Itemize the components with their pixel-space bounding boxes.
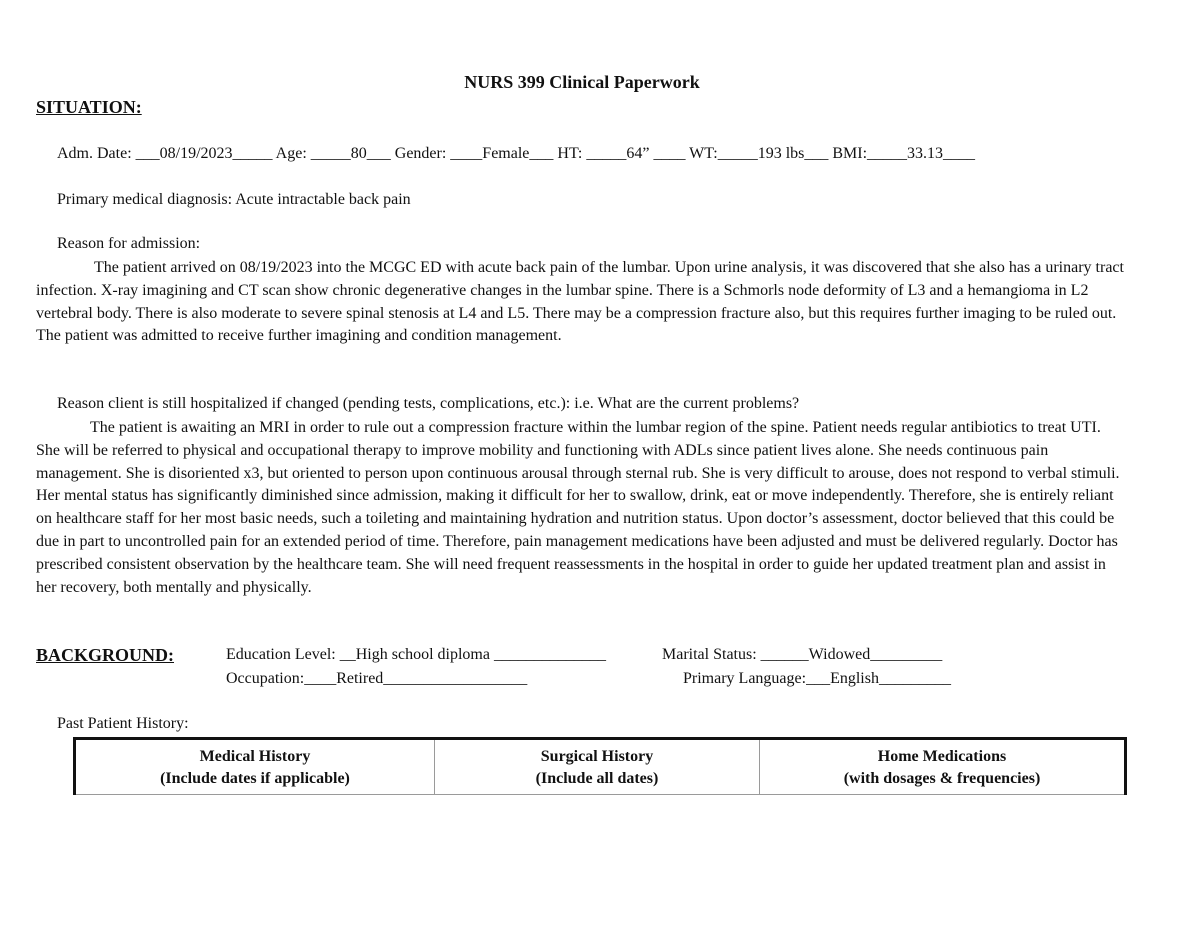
column-title: Home Medications <box>877 748 1007 765</box>
primary-diagnosis: Primary medical diagnosis: Acute intractable back pain <box>57 191 411 208</box>
past-history-label: Past Patient History: <box>57 715 189 732</box>
admission-reason-body: The patient arrived on 08/19/2023 into the MCGC ED with acute back pain of the lumbar. Upon urine analysis, it was discovered that she also has a urinary tract infection. X-ray imagining and CT scan show chronic degenerative changes in the lumbar spine. There is a Schmorls node deformity of L3 and a hemangioma in L2 vertebral body. There is also moderate to severe spinal stenosis at L4 and L5. There may be a compression fracture also, but this requires further imaging to be ruled out. The patient was admitted to receive further imagining and condition management. <box>36 259 1124 345</box>
home-medications-header <box>760 739 1126 795</box>
medical-history-header <box>75 739 435 795</box>
column-title: Surgical History <box>540 748 654 765</box>
education-level-field: Education Level: __High school diploma ______________ <box>226 646 606 663</box>
table-header-row <box>75 739 1126 795</box>
surgical-history-header <box>435 739 760 795</box>
situation-heading: SITUATION: <box>36 97 142 117</box>
column-subtitle: (with dosages & frequencies) <box>843 770 1041 787</box>
admission-reason-label: Reason for admission: <box>57 235 201 252</box>
column-subtitle: (Include dates if applicable) <box>160 770 350 787</box>
column-subtitle: (Include all dates) <box>535 770 659 787</box>
admission-reason-text <box>36 257 1126 348</box>
document-title: NURS 399 Clinical Paperwork <box>464 72 700 92</box>
occupation-field: Occupation:____Retired__________________ <box>226 670 528 687</box>
hospitalization-reason-label: Reason client is still hospitalized if changed (pending tests, complications, etc.): i.e. What are the current problems? <box>57 395 800 412</box>
marital-status-field: Marital Status: ______Widowed_________ <box>662 646 943 663</box>
hospitalization-reason-body: The patient is awaiting an MRI in order to rule out a compression fracture within the lumbar region of the spine. Patient needs regular antibiotics to treat UTI. She will be referred to physical and occupational therapy to improve mobility and functioning with ADLs since patient lives alone. She needs continuous pain management. She is disoriented x3, but oriented to person upon continuous arousal through sternal rub. She is very difficult to arouse, does not respond to verbal stimuli. Her mental status has significantly diminished since admission, making it difficult for her to swallow, drink, eat or move independently. Therefore, she is entirely reliant on healthcare staff for her most basic needs, such a toileting and maintaining hydration and nutrition status. Upon doctor’s assessment, doctor believed that this could be due in part to uncontrolled pain for an extended period of time. Therefore, pain management medications have been adjusted and must be delivered regularly. Doctor has prescribed consistent observation by the healthcare team. She will need frequent reassessments in the hospital in order to guide her updated treatment plan and assist in her recovery, both mentally and physically. <box>36 419 1120 596</box>
demographics-line: Adm. Date: ___08/19/2023_____ Age: _____80___ Gender: ____Female___ HT: _____64” ____ WT:_____193 lbs___ BMI:_____33.13____ <box>57 145 976 162</box>
past-history-table <box>73 737 1127 795</box>
background-heading: BACKGROUND: <box>36 645 174 665</box>
hospitalization-reason-text <box>36 417 1126 599</box>
column-title: Medical History <box>199 748 311 765</box>
primary-language-field: Primary Language:___English_________ <box>683 670 951 687</box>
